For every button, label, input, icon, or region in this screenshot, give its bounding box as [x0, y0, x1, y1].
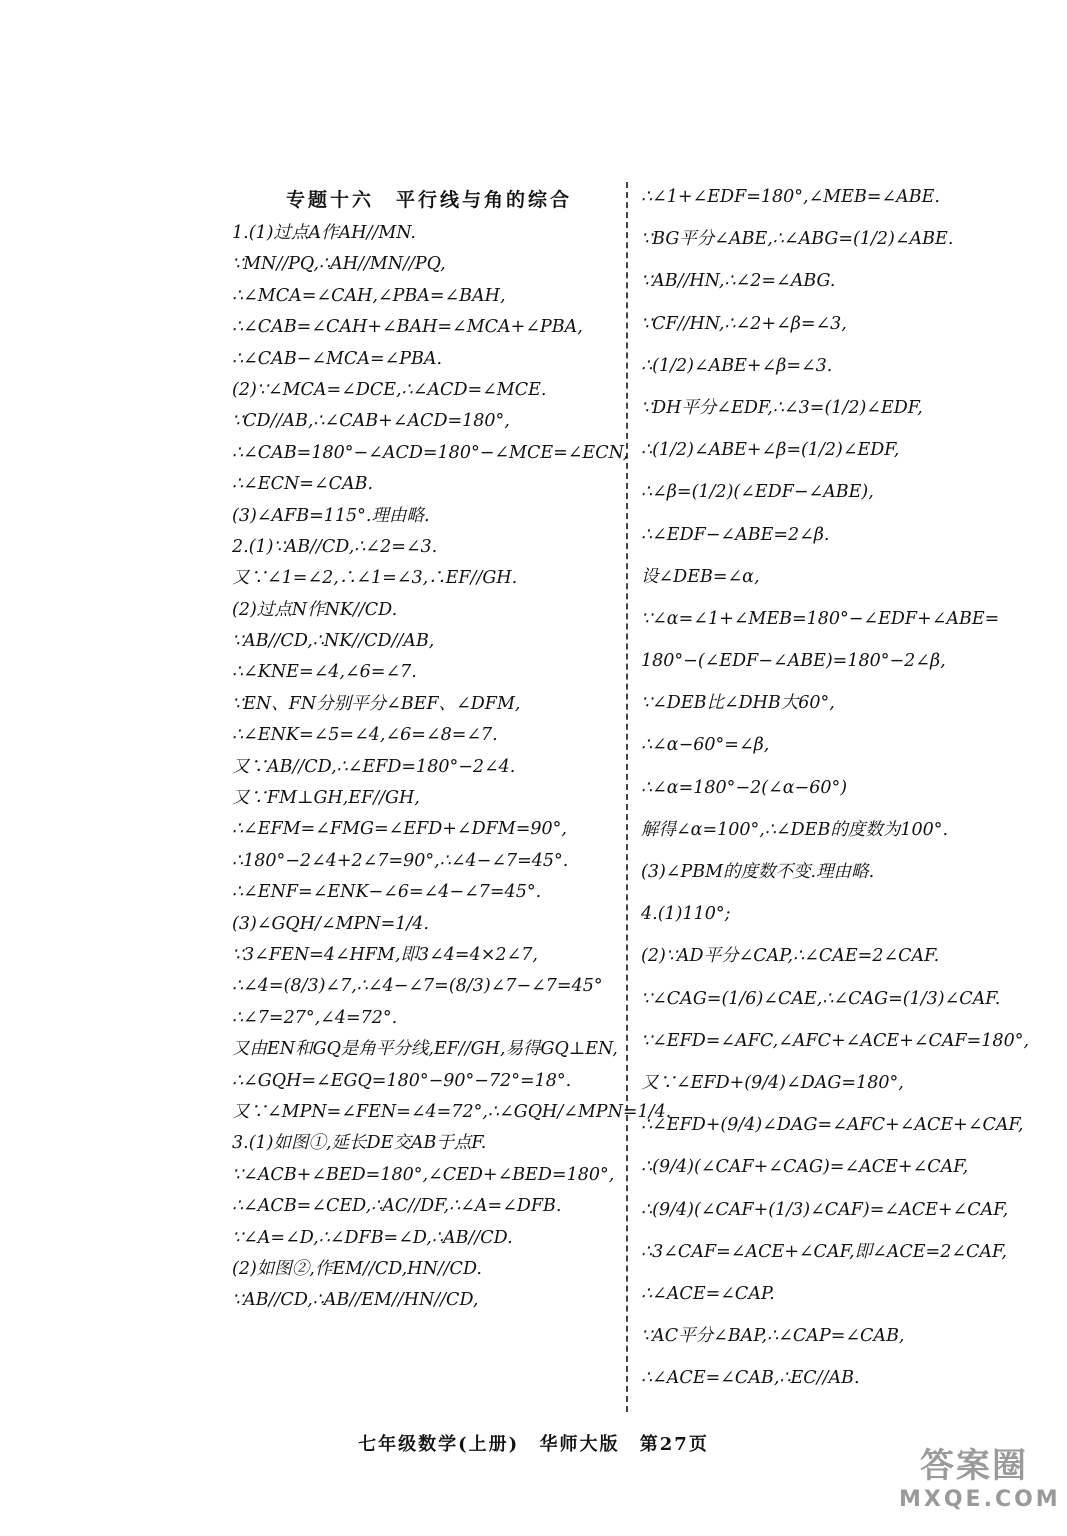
answer-line: ∴∠KNE=∠4,∠6=∠7.	[232, 662, 417, 683]
answer-line: 又∵AB//CD,∴∠EFD=180°−2∠4.	[232, 756, 516, 777]
answer-line: (2)∵AD平分∠CAP,∴∠CAE=2∠CAF.	[641, 946, 940, 967]
answer-line: 又∵FM⊥GH,EF//GH,	[232, 788, 420, 809]
answer-line: (2)过点N作NK//CD.	[232, 599, 398, 620]
answer-line: ∴(1/2)∠ABE+∠β=∠3.	[641, 355, 833, 376]
answer-line: 设∠DEB=∠α,	[641, 566, 760, 587]
answer-line: ∵CD//AB,∴∠CAB+∠ACD=180°,	[232, 411, 510, 432]
answer-line: ∴(9/4)(∠CAF+∠CAG)=∠ACE+∠CAF,	[641, 1157, 969, 1178]
answer-line: ∵∠A=∠D,∴∠DFB=∠D,∴AB//CD.	[232, 1227, 513, 1248]
answer-line: ∴∠7=27°,∠4=72°.	[232, 1007, 398, 1028]
answer-line: ∴∠EFD+(9/4)∠DAG=∠AFC+∠ACE+∠CAF,	[641, 1115, 1024, 1136]
answer-line: ∵MN//PQ,∴AH//MN//PQ,	[232, 254, 446, 275]
answer-line: ∴∠ECN=∠CAB.	[232, 474, 374, 495]
answer-line: ∵3∠FEN=4∠HFM,即3∠4=4×2∠7,	[232, 944, 538, 965]
answer-line: ∴∠EDF−∠ABE=2∠β.	[641, 524, 830, 545]
answer-line: ∵AB//CD,∴AB//EM//HN//CD,	[232, 1290, 479, 1311]
answer-line: 180°−(∠EDF−∠ABE)=180°−2∠β,	[641, 651, 946, 672]
answer-line: ∵CF//HN,∴∠2+∠β=∠3,	[641, 313, 847, 334]
answer-line: (2)如图②,作EM//CD,HN//CD.	[232, 1258, 482, 1279]
answer-line: ∴3∠CAF=∠ACE+∠CAF,即∠ACE=2∠CAF,	[641, 1241, 1007, 1262]
answer-line: ∴180°−2∠4+2∠7=90°,∴∠4−∠7=45°.	[232, 850, 569, 871]
answer-line: ∵∠EFD=∠AFC,∠AFC+∠ACE+∠CAF=180°,	[641, 1030, 1030, 1051]
answer-line: (3)∠PBM的度数不变.理由略.	[641, 862, 875, 882]
answer-line: ∵AB//CD,∴NK//CD//AB,	[232, 631, 435, 652]
answer-line: ∵∠α=∠1+∠MEB=180°−∠EDF+∠ABE=	[641, 608, 1000, 629]
answer-line: 解得∠α=100°,∴∠DEB的度数为100°.	[641, 819, 949, 840]
answer-line: ∵∠DEB比∠DHB大60°,	[641, 693, 835, 714]
answer-line: ∴∠MCA=∠CAH,∠PBA=∠BAH,	[232, 285, 506, 306]
answer-line: ∴∠α=180°−2(∠α−60°)	[641, 777, 848, 798]
answer-line: 3.(1)如图①,延长DE交AB于点F.	[232, 1133, 487, 1154]
answer-line: ∴(1/2)∠ABE+∠β=(1/2)∠EDF,	[641, 440, 900, 461]
page-title: 专题十六 平行线与角的综合	[286, 189, 573, 211]
right-column	[641, 186, 1051, 1409]
answer-line: ∵EN、FN分别平分∠BEF、∠DFM,	[232, 693, 521, 714]
answer-line: ∴∠CAB−∠MCA=∠PBA.	[232, 348, 443, 369]
answer-line: ∴(9/4)(∠CAF+(1/3)∠CAF)=∠ACE+∠CAF,	[641, 1199, 1009, 1220]
answer-line: ∴∠EFM=∠FMG=∠EFD+∠DFM=90°,	[232, 819, 567, 840]
answer-line: 又由EN和GQ是角平分线,EF//GH,易得GQ⊥EN,	[232, 1039, 618, 1060]
answer-line: ∵∠ACB+∠BED=180°,∠CED+∠BED=180°,	[232, 1164, 615, 1185]
answer-line: 1.(1)过点A作AH//MN.	[232, 223, 416, 243]
answer-line: ∴∠α−60°=∠β,	[641, 735, 770, 756]
watermark-top-text: 答案圈	[920, 1446, 1028, 1486]
watermark-logo	[899, 1438, 1061, 1528]
answer-line: ∴∠CAB=180°−∠ACD=180°−∠MCE=∠ECN,	[232, 442, 629, 463]
answer-line: ∴∠4=(8/3)∠7,∴∠4−∠7=(8/3)∠7−∠7=45°	[232, 976, 603, 997]
answer-line: ∴∠ENF=∠ENK−∠6=∠4−∠7=45°.	[232, 882, 542, 903]
answer-line: (3)∠GQH/∠MPN=1/4.	[232, 913, 429, 934]
answer-line: ∴∠GQH=∠EGQ=180°−90°−72°=18°.	[232, 1070, 572, 1091]
answer-line: (2)∵∠MCA=∠DCE,∴∠ACD=∠MCE.	[232, 379, 547, 400]
answer-line: ∴∠ACE=∠CAP.	[641, 1283, 775, 1304]
footer-page-number: 第27页	[639, 1434, 709, 1455]
answer-line: ∵AB//HN,∴∠2=∠ABG.	[641, 271, 836, 292]
answer-line: ∵BG平分∠ABE,∴∠ABG=(1/2)∠ABE.	[641, 229, 954, 250]
answer-line: 又∵∠1=∠2,∴∠1=∠3,∴EF//GH.	[232, 568, 518, 589]
answer-line: (3)∠AFB=115°.理由略.	[232, 505, 430, 526]
answer-line: ∴∠ENK=∠5=∠4,∠6=∠8=∠7.	[232, 725, 498, 746]
answer-line: ∴∠β=(1/2)(∠EDF−∠ABE),	[641, 482, 874, 503]
answer-line: 4.(1)110°;	[641, 904, 731, 925]
answer-line: ∵∠CAG=(1/6)∠CAE,∴∠CAG=(1/3)∠CAF.	[641, 988, 1001, 1009]
answer-line: ∴∠ACB=∠CED,∴AC//DF,∴∠A=∠DFB.	[232, 1196, 562, 1217]
answer-line: ∴∠ACE=∠CAB,∴EC//AB.	[641, 1368, 860, 1389]
answer-line: 2.(1)∵AB//CD,∴∠2=∠3.	[232, 536, 438, 557]
watermark-bottom-text: MXQE.COM	[899, 1487, 1061, 1512]
answer-line: 又∵∠EFD+(9/4)∠DAG=180°,	[641, 1072, 904, 1093]
answer-line: ∴∠1+∠EDF=180°,∠MEB=∠ABE.	[641, 187, 940, 207]
column-divider	[626, 182, 628, 1412]
answer-line: ∴∠CAB=∠CAH+∠BAH=∠MCA+∠PBA,	[232, 317, 583, 338]
left-column	[232, 222, 672, 1321]
footer-grade: 七年级数学(上册)	[358, 1434, 520, 1455]
answer-line: ∵DH平分∠EDF,∴∠3=(1/2)∠EDF,	[641, 397, 923, 418]
answer-line: ∵AC平分∠BAP,∴∠CAP=∠CAB,	[641, 1326, 905, 1347]
answer-line: 又∵∠MPN=∠FEN=∠4=72°,∴∠GQH/∠MPN=1/4.	[232, 1101, 672, 1122]
footer-edition: 华师大版	[539, 1434, 620, 1455]
